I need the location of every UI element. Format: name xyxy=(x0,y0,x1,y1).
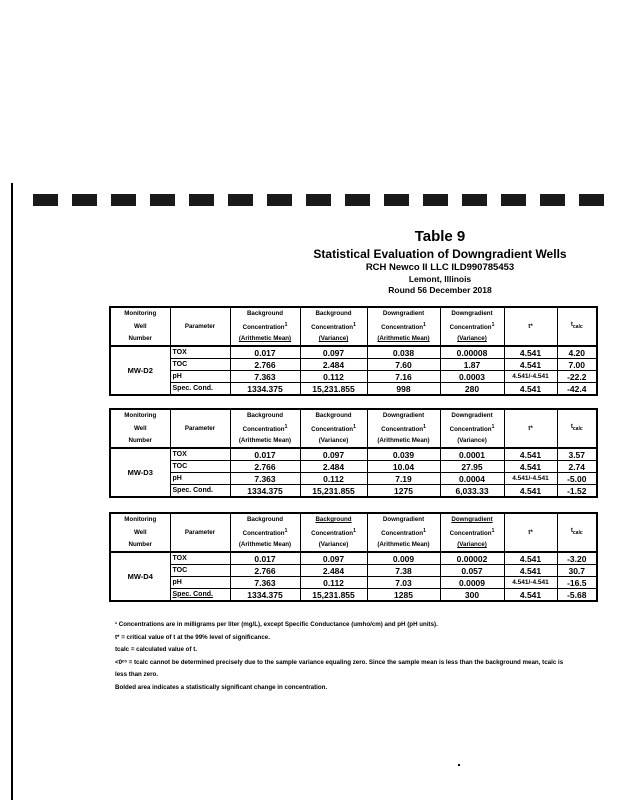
well-block-mw-d2: Monitoring Background Background Downgradient Downgradient Well Parameter Concentration$^1$ Concentration$^1$ Concentration$^1$ Concentration$^1$ t* $t_{calc}$ Number (Arithmetic Mean) (Variance) (Arithmetic Mean) (Variance) MW-D2 TOX 0.017 0.097 0.038 0.00008 4.541 4.20 TOC 2.766 2.484 7.60 1.87 4.541 7.00 pH 7.363 0.112 7.16 0.0003 4.541/-4.541 -22.2 Spec. Cond. 1334.375 15,231.855 998 280 4.541 -42.4 xyxy=(109,306,598,396)
hdr-tstar: t* xyxy=(504,422,557,435)
footnotes xyxy=(115,619,618,694)
table-row: pH 7.363 0.112 7.03 0.0009 4.541/-4.541 -16.5 xyxy=(110,577,597,589)
footnote-zero-variance: <0ᶜᵒ = tcalc cannot be determined precisely due to the sample variance equaling zero. Since the sample mean is less than the background mean, tcalc is xyxy=(115,658,564,666)
well-number: MW-D4 xyxy=(110,552,170,601)
footnote-tcalc: tcalc = calculated value of t. xyxy=(115,646,198,653)
hdr-tcalc: $t_{calc}$ xyxy=(557,526,597,539)
round-line: Round 56 December 2018 xyxy=(388,285,492,295)
table-row: TOC 2.766 2.484 7.60 1.87 4.541 7.00 xyxy=(110,359,597,371)
left-margin-rule xyxy=(11,183,13,800)
facility-line: RCH Newco II LLC ILD990785453 xyxy=(365,262,515,273)
table-row: Spec. Cond. 1334.375 15,231.855 1285 300 4.541 -5.68 xyxy=(110,589,597,602)
footnote-zero-variance-cont: less than zero. xyxy=(115,671,158,678)
scan-speck xyxy=(458,764,460,766)
hdr-well: Monitoring xyxy=(110,513,170,526)
table-row: MW-D2 TOX 0.017 0.097 0.038 0.00008 4.541 4.20 xyxy=(110,346,597,359)
hdr-parameter: Parameter xyxy=(170,422,230,435)
well-number: MW-D3 xyxy=(110,448,170,497)
table-row: TOC 2.766 2.484 7.38 0.057 4.541 30.7 xyxy=(110,565,597,577)
well-block-mw-d3: Monitoring Background Background Downgradient Downgradient Well Parameter Concentration$^1$ Concentration$^1$ Concentration$^1$ Concentration$^1$ t* $t_{calc}$ Number (Arithmetic Mean) (Variance) (Arithmetic Mean) (Variance) MW-D3 TOX 0.017 0.097 0.039 0.0001 4.541 3.57 TOC 2.766 2.484 10.04 27.95 4.541 2.74 pH 7.363 0.112 7.19 0.0004 4.541/-4.541 -5.00 Spec. Cond. 1334.375 15,231.855 1275 6,033.33 4.541 -1.52 xyxy=(109,408,598,498)
footnote-tstar: t* = critical value of t at the 99% level of significance. xyxy=(115,633,270,641)
hdr-parameter: Parameter xyxy=(170,320,230,333)
table-row: MW-D3 TOX 0.017 0.097 0.039 0.0001 4.541 3.57 xyxy=(110,448,597,461)
punch-hole-dashes xyxy=(33,194,618,206)
table-title: Table 9 xyxy=(414,228,466,245)
table-row: Spec. Cond. 1334.375 15,231.855 1275 6,033.33 4.541 -1.52 xyxy=(110,485,597,498)
table-row: pH 7.363 0.112 7.16 0.0003 4.541/-4.541 -22.2 xyxy=(110,371,597,383)
hdr-tcalc: $t_{calc}$ xyxy=(557,422,597,435)
hdr-well: Monitoring xyxy=(110,409,170,422)
table-row: pH 7.363 0.112 7.19 0.0004 4.541/-4.541 -5.00 xyxy=(110,473,597,485)
footnote-bolded: Bolded area indicates a statistically significant change in concentration. xyxy=(115,683,328,691)
location-line: Lemont, Illinois xyxy=(408,274,472,284)
well-number: MW-D2 xyxy=(110,346,170,395)
table-row: MW-D4 TOX 0.017 0.097 0.009 0.00002 4.541 -3.20 xyxy=(110,552,597,565)
hdr-tstar: t* xyxy=(504,526,557,539)
table-row: TOC 2.766 2.484 10.04 27.95 4.541 2.74 xyxy=(110,461,597,473)
table-row: Spec. Cond. 1334.375 15,231.855 998 280 4.541 -42.4 xyxy=(110,383,597,396)
hdr-well: Monitoring xyxy=(110,307,170,320)
hdr-tcalc: $t_{calc}$ xyxy=(557,320,597,333)
well-block-mw-d4: Monitoring Background Background Downgradient Downgradient Well Parameter Concentration$^1$ Concentration$^1$ Concentration$^1$ Concentration$^1$ t* $t_{calc}$ Number (Arithmetic Mean) (Variance) (Arithmetic Mean) (Variance) MW-D4 TOX 0.017 0.097 0.009 0.00002 4.541 -3.20 TOC 2.766 2.484 7.38 0.057 4.541 30.7 pH 7.363 0.112 7.03 0.0009 4.541/-4.541 -16.5 Spec. Cond. 1334.375 15,231.855 1285 300 4.541 -5.68 xyxy=(109,512,598,602)
table-subtitle: Statistical Evaluation of Downgradient Wells xyxy=(313,247,567,261)
footnote-units: ¹ Concentrations are in milligrams per liter (mg/L), except Specific Conductance (umho/cm) and pH (pH units). xyxy=(115,621,438,628)
hdr-parameter: Parameter xyxy=(170,526,230,539)
hdr-tstar: t* xyxy=(504,320,557,333)
